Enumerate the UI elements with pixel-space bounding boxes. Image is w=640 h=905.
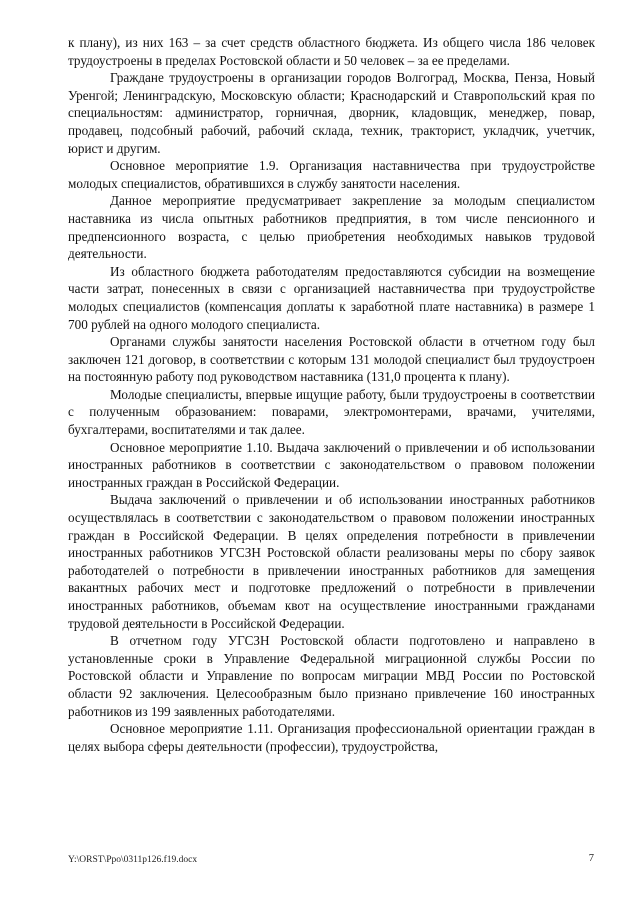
paragraph: Данное мероприятие предусматривает закрепление за молодым специалистом наставника из числа опытных работников предприятия, в том числе пенсионного и предпенсионного возраста, с целью приобретения необходимых навыков трудовой деятельности. [68,193,595,262]
paragraph: В отчетном году УГСЗН Ростовской области подготовлено и направлено в установленные сроки в Управление Федеральной миграционной службы России по Ростовской области и Управление по вопросам миграции МВД России по Ростовской области 92 заключения. Целесообразным было признано привлечение 160 иностранных работников из 199 заявленных работодателями. [68,633,595,719]
footer-file-path: Y:\ORST\Ppo\0311p126.f19.docx [68,855,198,865]
paragraph-continuation: к плану), из них 163 – за счет средств областного бюджета. Из общего числа 186 человек трудоустроены в пределах Ростовской области и 50 человек – за ее пределами. [68,35,595,68]
body-text [68,34,595,755]
section-heading-1-9: Основное мероприятие 1.9. Организация наставничества при трудоустройстве молодых специалистов, обратившихся в службу занятости населения. [68,158,595,191]
paragraph: Граждане трудоустроены в организации городов Волгоград, Москва, Пенза, Новый Уренгой; Ленинградскую, Московскую области; Краснодарский и Ставропольский края по специальностям: администратор, горничная, дворник, кладовщик, менеджер, повар, продавец, подсобный рабочий, рабочий склада, техник, тракторист, укладчик, учетчик, юрист и другим. [68,70,595,156]
page-number: 7 [588,853,594,864]
paragraph: Молодые специалисты, впервые ищущие работу, были трудоустроены в соответствии с полученным образованием: поварами, электромонтерами, врачами, учителями, бухгалтерами, воспитателями и так далее. [68,386,595,438]
section-heading-1-10: Основное мероприятие 1.10. Выдача заключений о привлечении и об использовании иностранных работников в соответствии с законодательством о правовом положении иностранных граждан в Российской Федерации. [68,439,595,490]
section-heading-1-11: Основное мероприятие 1.11. Организация профессиональной ориентации граждан в целях выбора сферы деятельности (профессии), трудоустройства, [68,721,595,754]
paragraph: Из областного бюджета работодателям предоставляются субсидии на возмещение части затрат, понесенных в связи с организацией наставничества при трудоустройстве молодых специалистов (компенсация доплаты к заработной плате наставника) в размере 1 700 рублей на одного молодого специалиста. [68,263,595,332]
paragraph: Органами службы занятости населения Ростовской области в отчетном году был заключен 121 договор, в соответствии с которым 131 молодой специалист был трудоустроен на постоянную работу под руководством наставника (131,0 процента к плану). [68,334,595,385]
paragraph: Выдача заключений о привлечении и об использовании иностранных работников осуществлялась в соответствии с законодательством о правовом положении иностранных граждан в Российской Федерации. В целях определения потребности в привлечении иностранных работников УГСЗН Ростовской области реализованы меры по сбору заявок работодателей о потребности в привлечении иностранных работников для замещения вакантных рабочих мест и подготовке предложений о потребности в привлечении иностранных работников, объемам квот на осуществление иностранными гражданами трудовой деятельности в Российской Федерации. [68,492,595,631]
